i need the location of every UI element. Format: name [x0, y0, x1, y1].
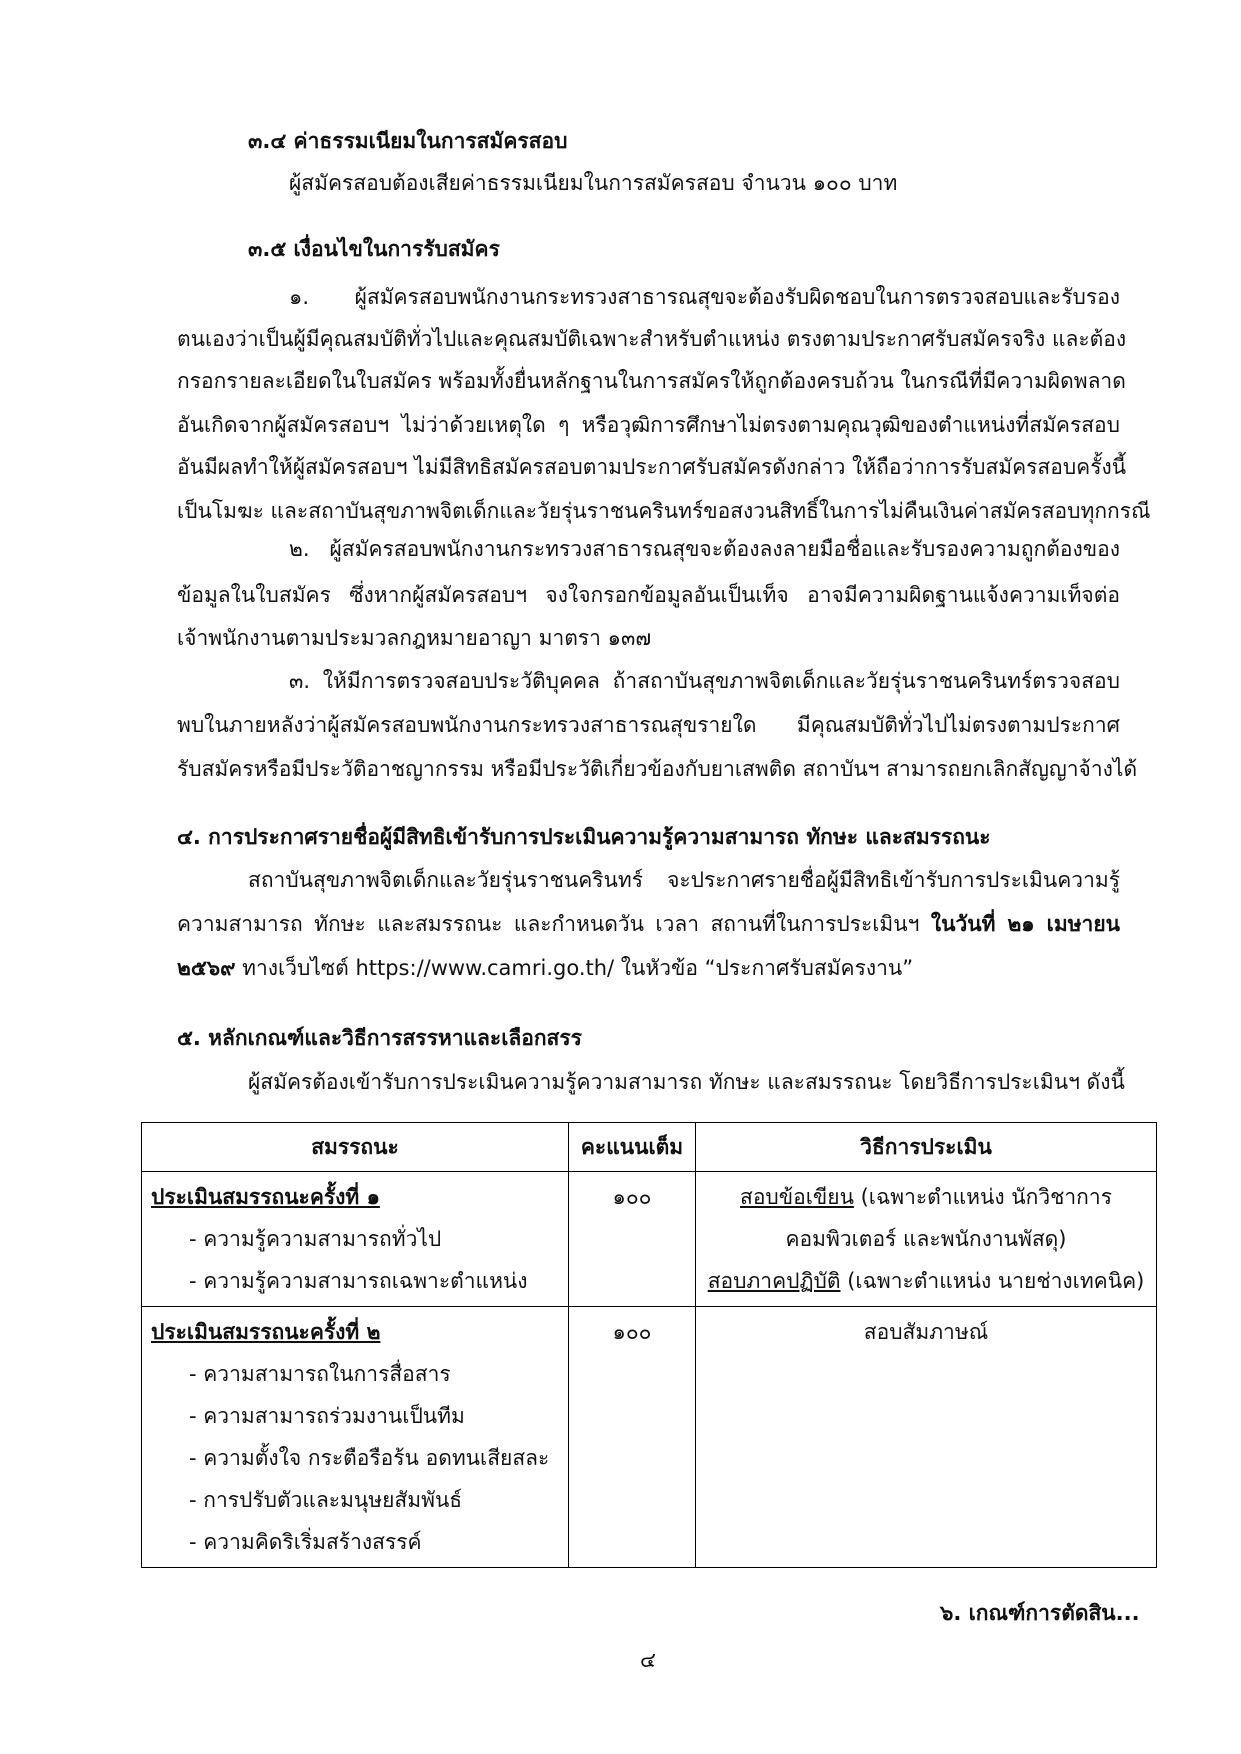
- method-line: คอมพิวเตอร์ และพนักงานพัสดุ): [785, 1227, 1067, 1251]
- method-cell: สอบสัมภาษณ์: [696, 1307, 1157, 1568]
- p3-line: รับสมัครหรือมีประวัติอาชญากรรม หรือมีประวัติเกี่ยวข้องกับยาเสพติด สถาบันฯ สามารถยกเลิกสัญญาจ้างได้: [177, 757, 1138, 781]
- score-cell: ๑๐๐: [569, 1307, 696, 1568]
- section-5-heading: ๕. หลักเกณฑ์และวิธีการสรรหาและเลือกสรร: [177, 1026, 582, 1050]
- method-cell: [696, 1172, 1157, 1307]
- method-line: [705, 1260, 1147, 1302]
- round-title: ประเมินสมรรถนะครั้งที่ ๑: [151, 1185, 380, 1209]
- p1-line: อันมีผลทำให้ผู้สมัครสอบฯ ไม่มีสิทธิสมัครสอบตามประกาศรับสมัครดังกล่าว ให้ถือว่าการรับสมัครสอบครั้งนี้: [177, 455, 1127, 479]
- p2-line: เจ้าพนักงานตามประมวลกฎหมายอาญา มาตรา ๑๓๗: [177, 626, 652, 650]
- method-written: สอบข้อเขียน: [740, 1185, 854, 1209]
- method-line: [705, 1176, 1147, 1218]
- s4-line3-text: ทางเว็บไซต์ https://www.camri.go.th/ ในหัวข้อ “ประกาศรับสมัครงาน”: [235, 956, 914, 980]
- competency-item: - ความสามารถในการสื่อสาร: [189, 1362, 451, 1386]
- method-note: (เฉพาะตำแหน่ง นายช่างเทคนิค): [840, 1269, 1145, 1293]
- s4-line2-text: ความสามารถ ทักษะ และสมรรถนะ และกำหนดวัน เวลา สถานที่ในการประเมินฯ: [177, 912, 931, 936]
- competency-item: - ความสามารถร่วมงานเป็นทีม: [189, 1404, 465, 1428]
- p2-line: ๒. ผู้สมัครสอบพนักงานกระทรวงสาธารณสุขจะต้องลงลายมือชื่อและรับรองความถูกต้องของ: [289, 537, 1120, 561]
- competency-item: - ความรู้ความสามารถทั่วไป: [189, 1227, 442, 1251]
- competency-item: - ความตั้งใจ กระตือรือร้น อดทนเสียสละ: [189, 1446, 550, 1470]
- table-header-row: [142, 1123, 1157, 1172]
- assessment-table: [141, 1122, 1157, 1568]
- p3-line: พบในภายหลังว่าผู้สมัครสอบพนักงานกระทรวงสาธารณสุขรายใด มีคุณสมบัติทั่วไปไม่ตรงตามประกาศ: [177, 713, 1120, 737]
- method-note: (เฉพาะตำแหน่ง นักวิชาการ: [853, 1185, 1112, 1209]
- round-title: ประเมินสมรรถนะครั้งที่ ๒: [151, 1320, 381, 1344]
- header-method: วิธีการประเมิน: [696, 1123, 1157, 1172]
- score-cell: ๑๐๐: [569, 1172, 696, 1307]
- s5-text: ผู้สมัครต้องเข้ารับการประเมินความรู้ความสามารถ ทักษะ และสมรรถนะ โดยวิธีการประเมินฯ ดังนี้: [248, 1070, 1125, 1094]
- header-score: คะแนนเต็ม: [569, 1123, 696, 1172]
- section-3-5-heading: ๓.๕ เงื่อนไขในการรับสมัคร: [248, 237, 500, 261]
- p1-line: อันเกิดจากผู้สมัครสอบฯ ไม่ว่าด้วยเหตุใด ๆ หรือวุฒิการศึกษาไม่ตรงตามคุณวุฒิของตำแหน่งที่สมัครสอบ: [177, 413, 1120, 437]
- p1-line: เป็นโมฆะ และสถาบันสุขภาพจิตเด็กและวัยรุ่นราชนครินทร์ขอสงวนสิทธิ์ในการไม่คืนเงินค่าสมัครสอบทุกกรณี: [177, 499, 1151, 523]
- header-competency: สมรรถนะ: [142, 1123, 569, 1172]
- table-row: [142, 1172, 1157, 1307]
- announce-date: ในวันที่ ๒๑ เมษายน: [930, 912, 1120, 936]
- competency-cell: [142, 1172, 569, 1307]
- p3-line: ๓. ให้มีการตรวจสอบประวัติบุคคล ถ้าสถาบันสุขภาพจิตเด็กและวัยรุ่นราชนครินทร์ตรวจสอบ: [289, 669, 1120, 693]
- section-3-4-heading: ๓.๔ ค่าธรรมเนียมในการสมัครสอบ: [248, 129, 568, 153]
- continuation-note: ๖. เกณฑ์การตัดสิน...: [940, 1601, 1140, 1625]
- page-number: ๔: [640, 1648, 656, 1672]
- s4-line: [177, 953, 1120, 983]
- s4-line: สถาบันสุขภาพจิตเด็กและวัยรุ่นราชนครินทร์ จะประกาศรายชื่อผู้มีสิทธิเข้ารับการประเมินความรู้: [248, 868, 1120, 892]
- competency-cell: [142, 1307, 569, 1568]
- p1-line: ๑. ผู้สมัครสอบพนักงานกระทรวงสาธารณสุขจะต้องรับผิดชอบในการตรวจสอบและรับรอง: [289, 285, 1120, 309]
- fee-text: ผู้สมัครสอบต้องเสียค่าธรรมเนียมในการสมัครสอบ จำนวน ๑๐๐ บาท: [289, 171, 898, 195]
- p1-line: ตนเองว่าเป็นผู้มีคุณสมบัติทั่วไปและคุณสมบัติเฉพาะสำหรับตำแหน่ง ตรงตามประกาศรับสมัครจริง และต้อง: [177, 327, 1127, 351]
- competency-item: - การปรับตัวและมนุษยสัมพันธ์: [189, 1488, 463, 1512]
- method-practical: สอบภาคปฏิบัติ: [707, 1269, 841, 1293]
- s4-line: [177, 909, 1120, 939]
- competency-item: - ความรู้ความสามารถเฉพาะตำแหน่ง: [189, 1269, 528, 1293]
- p2-line: ข้อมูลในใบสมัคร ซึ่งหากผู้สมัครสอบฯ จงใจกรอกข้อมูลอันเป็นเท็จ อาจมีความผิดฐานแจ้งความเท็จต่อ: [177, 583, 1120, 607]
- section-4-heading: ๔. การประกาศรายชื่อผู้มีสิทธิเข้ารับการประเมินความรู้ความสามารถ ทักษะ และสมรรถนะ: [177, 825, 991, 849]
- competency-item: - ความคิดริเริ่มสร้างสรรค์: [189, 1530, 422, 1554]
- p1-line: กรอกรายละเอียดในใบสมัคร พร้อมทั้งยื่นหลักฐานในการสมัครให้ถูกต้องครบถ้วน ในกรณีที่มีความผิดพลาด: [177, 369, 1126, 393]
- announce-year: ๒๕๖๙: [177, 956, 236, 980]
- table-row: [142, 1307, 1157, 1568]
